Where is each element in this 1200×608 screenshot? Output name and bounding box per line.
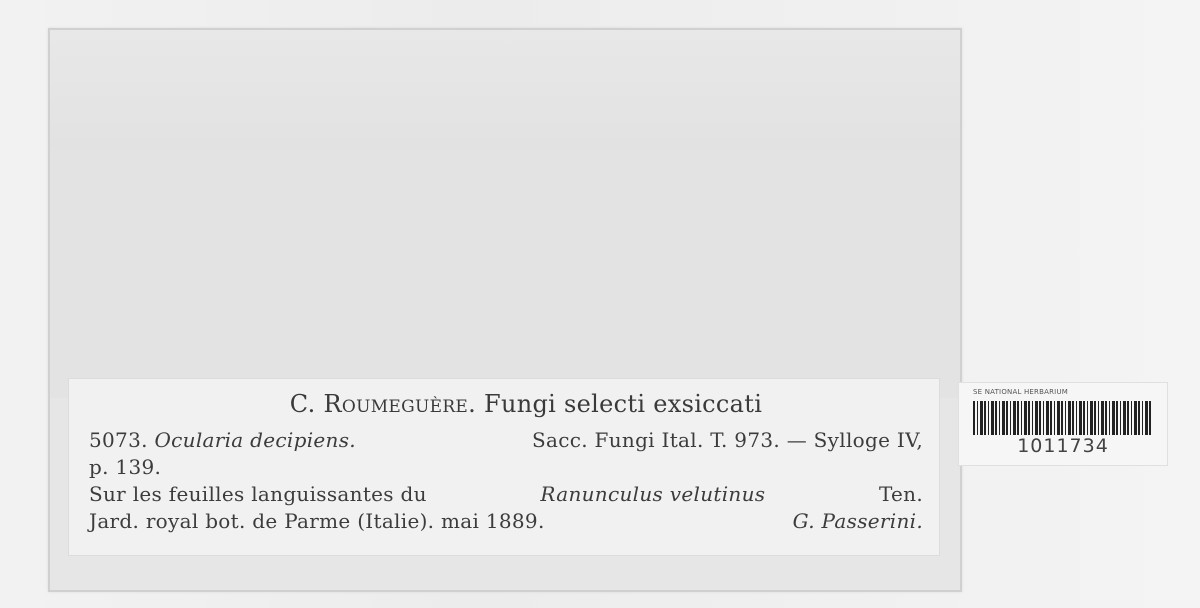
barcode-label (958, 382, 1168, 466)
label-line-4 (89, 508, 923, 535)
specimen-label (68, 378, 940, 556)
label-line-1 (89, 427, 923, 454)
label-line-1-rest: Sacc. Fungi Ital. T. 973. — Sylloge IV, (531, 428, 923, 452)
label-line-3-start: Sur les feuilles languissantes du (89, 482, 427, 506)
label-title-rest: Fungi selecti exsiccati (484, 390, 763, 418)
barcode-number: 1011734 (1017, 435, 1109, 457)
label-line-4-collector: G. Passerini. (792, 509, 923, 533)
barcode-bars (973, 401, 1153, 435)
label-line-1-taxon: Ocularia decipiens. (154, 428, 356, 452)
label-title (129, 389, 923, 419)
label-line-3-taxon: Ranunculus velutinus (540, 482, 766, 506)
label-line-2: p. 139. (89, 455, 162, 479)
label-line-4-start: Jard. royal bot. de Parme (Italie). mai 1889. (89, 509, 545, 533)
barcode-institution: SE NATIONAL HERBARIUM (973, 388, 1069, 396)
label-line-3 (89, 481, 923, 508)
label-line-3-end: Ten. (878, 482, 923, 506)
label-line-1-number: 5073. (89, 428, 148, 452)
label-title-author: C. Roumeguère. (289, 390, 477, 418)
sheet-top-area (50, 30, 960, 150)
